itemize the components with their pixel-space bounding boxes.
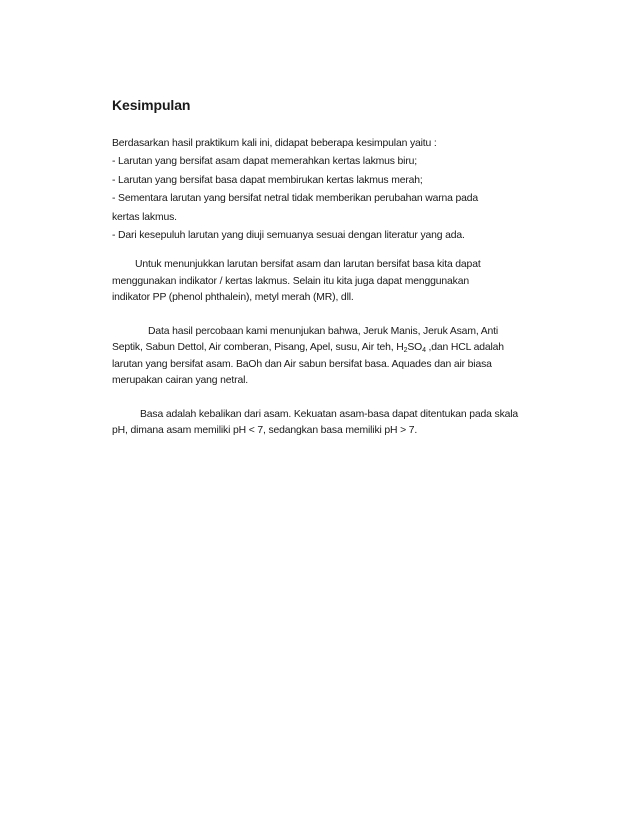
conclusion-intro: Berdasarkan hasil praktikum kali ini, didapat beberapa kesimpulan yaitu : bbox=[112, 138, 437, 149]
section-title: Kesimpulan bbox=[112, 97, 191, 113]
paragraph-indicator bbox=[112, 257, 582, 307]
conclusion-item-base: - Larutan yang bersifat basa dapat membirukan kertas lakmus merah; bbox=[112, 174, 423, 186]
paragraph-line: Untuk menunjukkan larutan bersifat asam dan larutan bersifat basa kita dapat bbox=[135, 259, 481, 271]
subscript: 4 bbox=[422, 347, 426, 355]
paragraph-results bbox=[112, 324, 582, 390]
paragraph-ph bbox=[112, 407, 582, 440]
text-segment: Septik, Sabun Dettol, Air comberan, Pisang, Apel, susu, Air teh, H bbox=[112, 342, 404, 354]
conclusion-item-neutral: - Sementara larutan yang bersifat netral tidak memberikan perubahan warna pada bbox=[112, 193, 479, 205]
paragraph-line-formula bbox=[112, 340, 582, 357]
subscript: 2 bbox=[403, 347, 408, 355]
conclusion-list bbox=[112, 135, 582, 245]
paragraph-line: larutan yang bersifat asam. BaOh dan Air sabun bersifat basa. Aquades dan air biasa bbox=[112, 358, 492, 370]
document-content bbox=[112, 96, 582, 440]
text-segment: ,dan HCL adalah bbox=[425, 342, 504, 354]
paragraph-line: Basa adalah kebalikan dari asam. Kekuatan asam-basa dapat ditentukan pada skala bbox=[140, 408, 519, 420]
conclusion-item-acid: - Larutan yang bersifat asam dapat memerahkan kertas lakmus biru; bbox=[112, 156, 418, 168]
paragraph-line: Data hasil percobaan kami menunjukan bahwa, Jeruk Manis, Jeruk Asam, Anti bbox=[148, 325, 499, 337]
conclusion-item-literature: - Dari kesepuluh larutan yang diuji semuanya sesuai dengan literatur yang ada. bbox=[112, 230, 465, 242]
paragraph-line: menggunakan indikator / kertas lakmus. Selain itu kita juga dapat menggunakan bbox=[112, 275, 469, 287]
conclusion-item-neutral-cont: kertas lakmus. bbox=[112, 211, 177, 223]
paragraph-line: pH, dimana asam memiliki pH < 7, sedangkan basa memiliki pH > 7. bbox=[112, 425, 418, 437]
paragraph-line: merupakan cairan yang netral. bbox=[112, 375, 249, 387]
text-segment: SO bbox=[407, 342, 423, 354]
paragraph-line: indikator PP (phenol phthalein), metyl merah (MR), dll. bbox=[112, 292, 354, 304]
